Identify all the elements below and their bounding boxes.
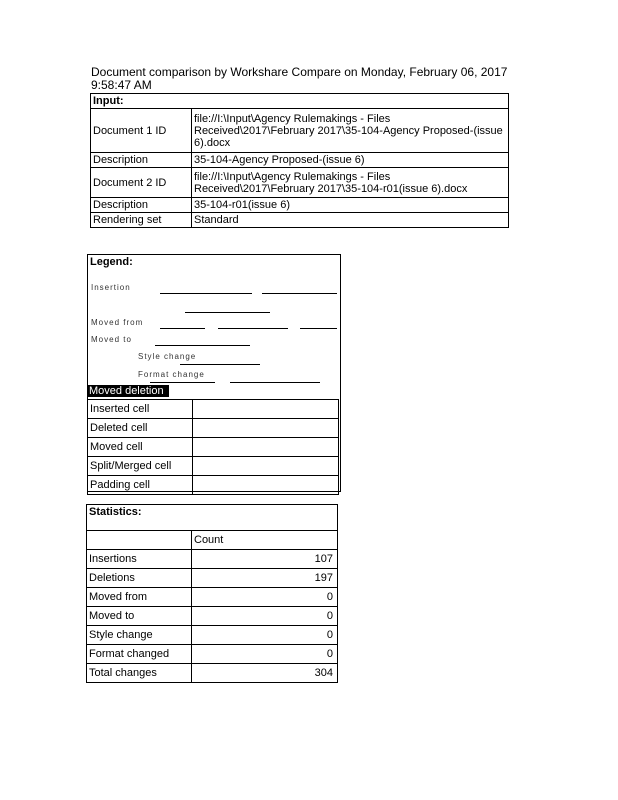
legend-cell-swatch [193,457,339,476]
stat-value: 197 [192,569,338,588]
legend-rule [300,328,337,329]
statistics-blank-header [87,531,192,550]
legend-rule [218,328,288,329]
legend-cell-swatch [193,476,339,495]
input-value: 35-104-r01(issue 6) [192,198,509,213]
legend-rule [160,293,252,294]
stat-value: 0 [192,645,338,664]
stat-value: 0 [192,588,338,607]
legend-item-moved-deletion: Moved deletion [88,385,169,397]
stat-value: 0 [192,607,338,626]
stat-label: Moved from [87,588,192,607]
stat-label: Format changed [87,645,192,664]
input-label: Document 1 ID [91,109,192,153]
statistics-count-header: Count [192,531,338,550]
stat-label: Total changes [87,664,192,683]
legend-rule [230,382,320,383]
stat-label: Deletions [87,569,192,588]
legend-item-moved-to: Moved to [91,335,132,344]
legend-rule [150,382,215,383]
stat-label: Insertions [87,550,192,569]
legend-heading: Legend: [90,256,133,268]
page-title: Document comparison by Workshare Compare on Monday, February 06, 2017 9:58:47 AM [91,65,508,92]
legend-cell-label: Moved cell [88,438,193,457]
stat-label: Moved to [87,607,192,626]
legend-item-format-change: Format change [138,370,205,379]
input-value: file://I:\Input\Agency Rulemakings - Files Received\2017\February 2017\35-104-r01(issue 6).docx [192,168,509,198]
legend-rule [160,328,205,329]
input-label: Description [91,198,192,213]
input-heading: Input: [91,94,509,109]
stat-value: 0 [192,626,338,645]
legend-cell-label: Deleted cell [88,419,193,438]
legend-item-deletion: Deletion [91,300,129,309]
stat-label: Style change [87,626,192,645]
legend-cell-swatch [193,400,339,419]
legend-cell-swatch [193,438,339,457]
legend-cells-table [87,399,339,495]
input-value: 35-104-Agency Proposed-(issue 6) [192,153,509,168]
legend-rule [262,293,337,294]
input-label: Description [91,153,192,168]
legend-cell-label: Padding cell [88,476,193,495]
legend-cell-swatch [193,419,339,438]
legend-item-style-change: Style change [138,352,197,361]
legend-cell-label: Inserted cell [88,400,193,419]
legend-rule [180,364,260,365]
input-label: Rendering set [91,213,192,228]
stat-value: 107 [192,550,338,569]
legend-item-moved-from: Moved from [91,318,144,327]
legend-cell-label: Split/Merged cell [88,457,193,476]
legend-rule [185,312,270,313]
input-label: Document 2 ID [91,168,192,198]
stat-value: 304 [192,664,338,683]
legend-rule [155,345,250,346]
input-value: Standard [192,213,509,228]
input-value: file://I:\Input\Agency Rulemakings - Files Received\2017\February 2017\35-104-Agency Proposed-(issue 6).docx [192,109,509,153]
input-table [90,93,509,228]
statistics-table [86,504,338,683]
statistics-heading: Statistics: [87,505,338,531]
legend-item-insertion: Insertion [91,283,131,292]
